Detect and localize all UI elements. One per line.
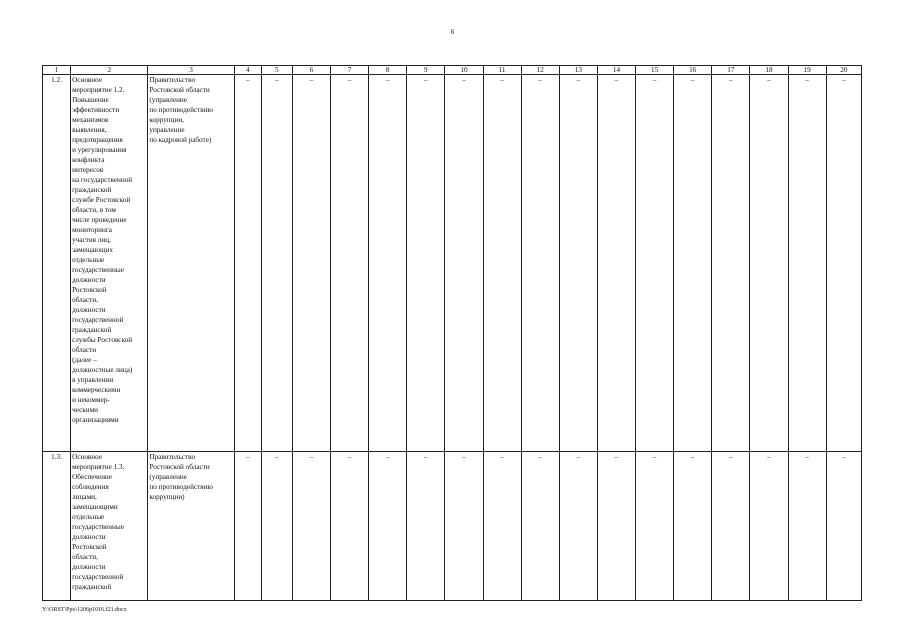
program-table [42, 65, 862, 601]
executor-cell: Правительство Ростовской области (управление по противодействию коррупции) [148, 452, 234, 601]
file-path-footer: Y:\ORST\Ppo\1206p1016.f21.docx [42, 607, 127, 613]
executor-cell: Правительство Ростовской области (управление по противодействию коррупции, управление по кадровой работе) [148, 75, 234, 452]
column-header: 16 [674, 66, 712, 75]
value-cell: – [636, 452, 674, 601]
value-cell: – [559, 452, 597, 601]
value-cell: – [636, 75, 674, 452]
row-number: 1.2. [43, 75, 71, 452]
header-row [43, 66, 862, 75]
table-row [43, 452, 862, 601]
value-cell: – [234, 452, 261, 601]
table-row [43, 75, 862, 452]
value-cell: – [483, 452, 521, 601]
value-cell: – [826, 452, 861, 601]
column-header: 18 [750, 66, 788, 75]
value-cell: – [826, 75, 861, 452]
value-cell: – [292, 452, 330, 601]
value-cell: – [521, 452, 559, 601]
value-cell: – [407, 75, 445, 452]
column-header: 9 [407, 66, 445, 75]
column-header: 5 [261, 66, 292, 75]
column-header: 11 [483, 66, 521, 75]
column-header: 1 [43, 66, 71, 75]
value-cell: – [674, 75, 712, 452]
value-cell: – [750, 452, 788, 601]
event-name-cell: Основное мероприятие 1.2. Повышение эффективности механизмов выявления, предотвращения и урегулирования конфликта интересов на государственной гражданской службе Ростовской области, в том числе проведение мониторинга участия лиц, замещающих отдельные государственные должности Ростовской области, должности государственной гражданской службы Ростовской области (далее – должностные лица) в управлении коммерческими и некоммер- ческими организациями [71, 75, 148, 452]
value-cell: – [445, 452, 483, 601]
column-header: 7 [331, 66, 369, 75]
value-cell: – [597, 452, 635, 601]
column-header: 8 [369, 66, 407, 75]
column-header: 2 [71, 66, 148, 75]
column-header: 10 [445, 66, 483, 75]
page-number: 6 [450, 28, 455, 36]
column-header: 20 [826, 66, 861, 75]
value-cell: – [331, 452, 369, 601]
value-cell: – [369, 75, 407, 452]
value-cell: – [788, 452, 826, 601]
value-cell: – [750, 75, 788, 452]
value-cell: – [712, 452, 750, 601]
value-cell: – [712, 75, 750, 452]
value-cell: – [788, 75, 826, 452]
value-cell: – [369, 452, 407, 601]
event-name-cell: Основное мероприятие 1.3. Обеспечение соблюдения лицами, замещающими отдельные государственные должности Ростовской области, должности государственной гражданской [71, 452, 148, 601]
value-cell: – [261, 452, 292, 601]
column-header: 17 [712, 66, 750, 75]
column-header: 3 [148, 66, 234, 75]
column-header: 6 [292, 66, 330, 75]
value-cell: – [331, 75, 369, 452]
value-cell: – [407, 452, 445, 601]
value-cell: – [559, 75, 597, 452]
column-header: 12 [521, 66, 559, 75]
value-cell: – [292, 75, 330, 452]
value-cell: – [521, 75, 559, 452]
column-header: 4 [234, 66, 261, 75]
value-cell: – [597, 75, 635, 452]
column-header: 14 [597, 66, 635, 75]
value-cell: – [674, 452, 712, 601]
row-number: 1.3. [43, 452, 71, 601]
value-cell: – [261, 75, 292, 452]
value-cell: – [483, 75, 521, 452]
value-cell: – [234, 75, 261, 452]
column-header: 13 [559, 66, 597, 75]
value-cell: – [445, 75, 483, 452]
column-header: 19 [788, 66, 826, 75]
column-header: 15 [636, 66, 674, 75]
